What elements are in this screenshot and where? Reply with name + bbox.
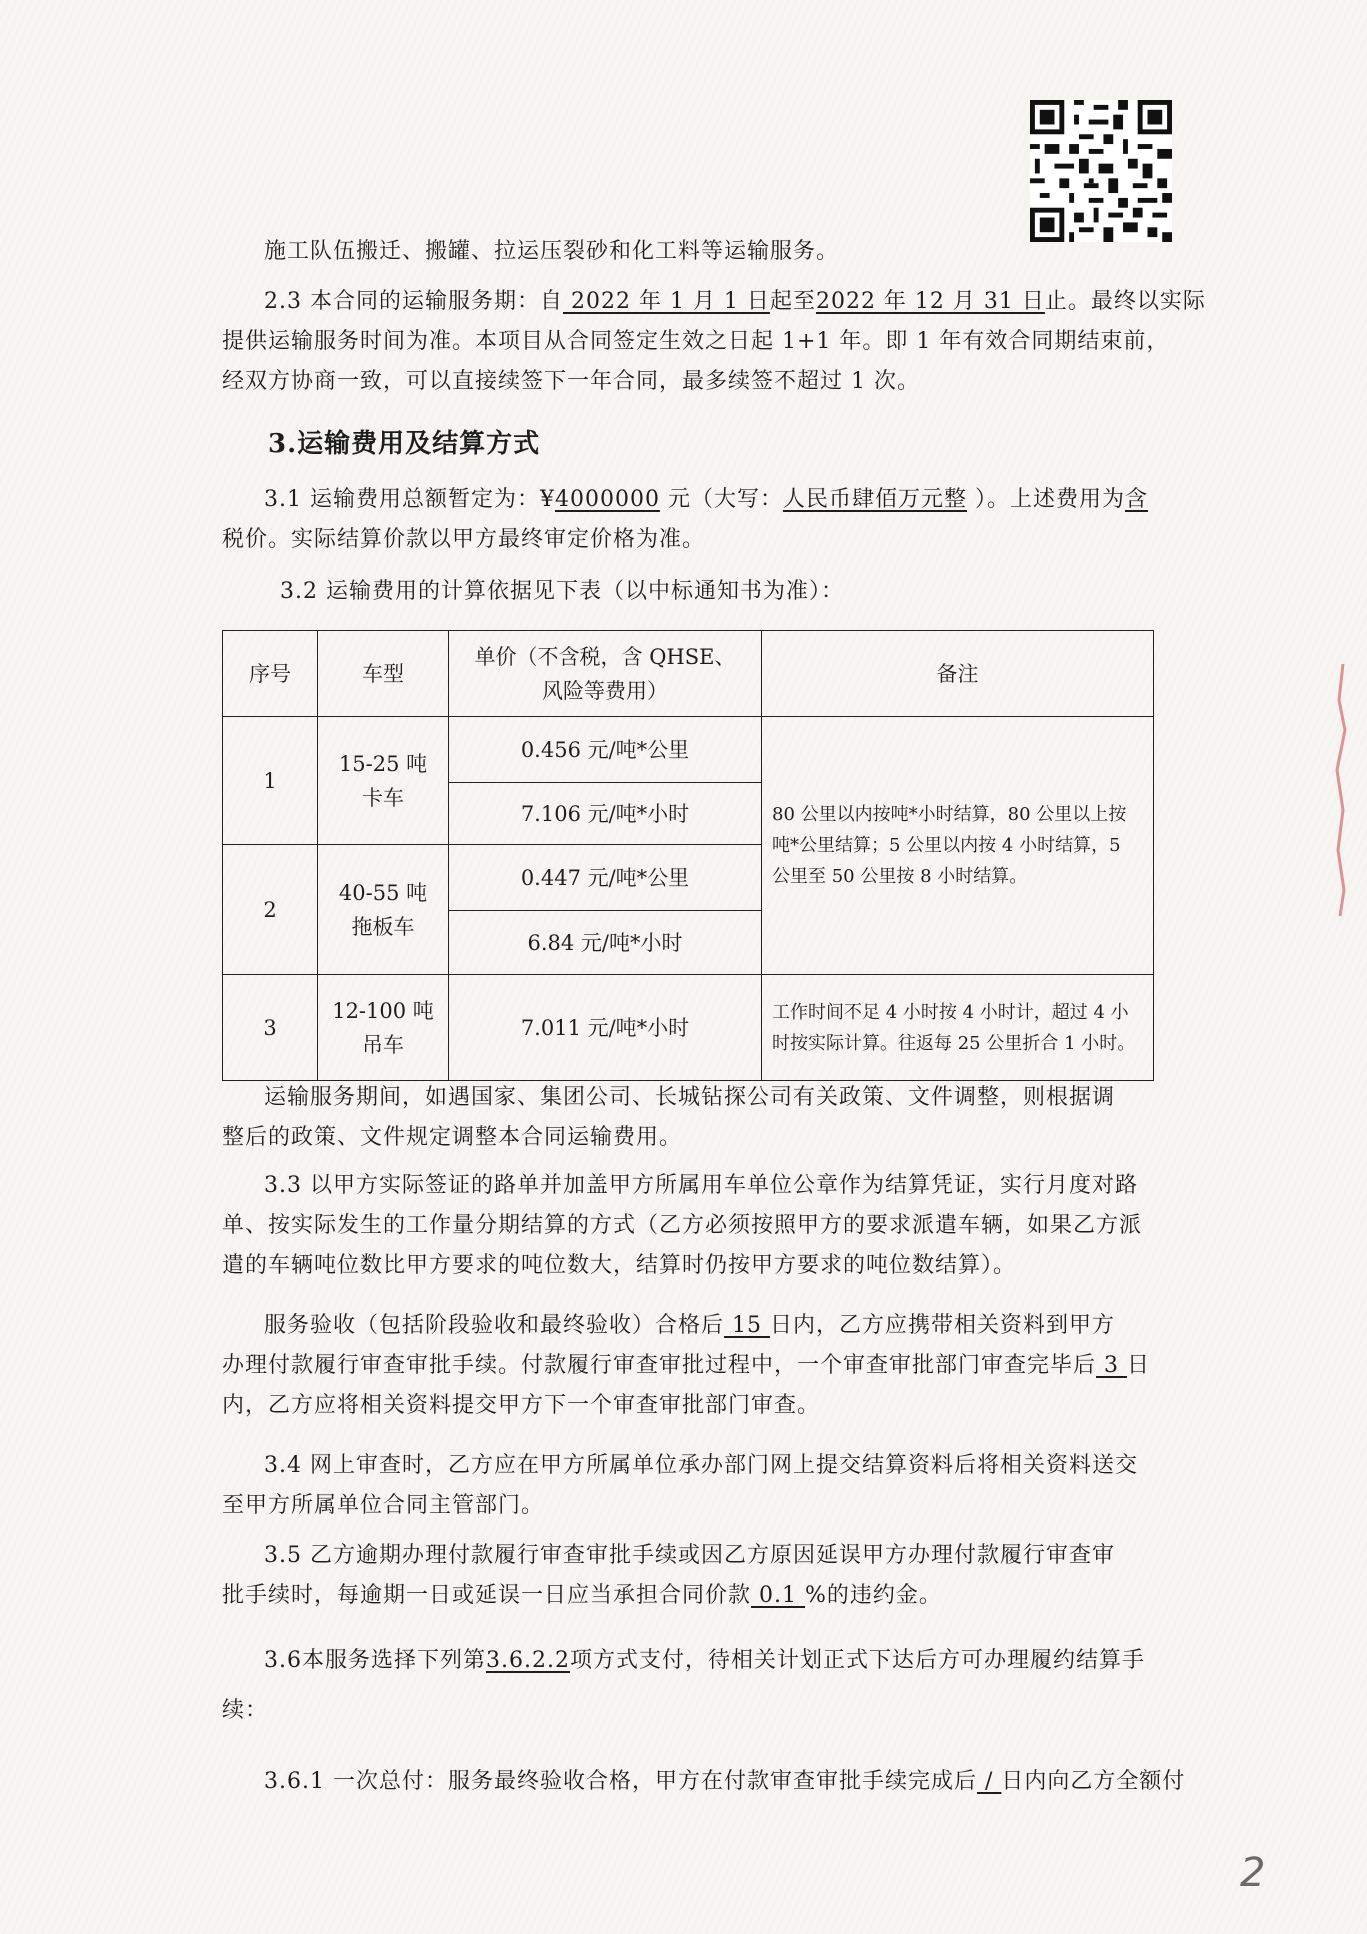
total-amount: 4000000 bbox=[554, 487, 660, 512]
cell-remark: 工作时间不足 4 小时按 4 小时计，超过 4 小时按实际计算。往返每 25 公里折合 1 小时。 bbox=[762, 975, 1154, 1081]
paragraph-3-4 bbox=[222, 1446, 1166, 1526]
cell-vehicle-type bbox=[318, 717, 449, 845]
cell-no: 2 bbox=[223, 845, 318, 975]
text-line bbox=[222, 480, 1166, 520]
paragraph-3-5 bbox=[222, 1536, 1166, 1616]
service-end-date: 2022 年 12 月 31 日 bbox=[815, 289, 1045, 314]
header-vehicle-type: 车型 bbox=[318, 631, 449, 717]
text-line: 3.5 乙方逾期办理付款履行审查审批手续或因乙方原因延误甲方办理付款履行审查审 bbox=[264, 1543, 1115, 1568]
text-line: 提供运输服务时间为准。本项目从合同签定生效之日起 1+1 年。即 1 年有效合同期结束前， bbox=[222, 329, 1170, 354]
text-span: 起至 bbox=[769, 289, 816, 314]
paragraph-policy bbox=[222, 1078, 1166, 1158]
paragraph-3-1 bbox=[222, 480, 1166, 560]
text-line: 3.3 以甲方实际签证的路单并加盖甲方所属用车单位公章作为结算凭证，实行月度对路 bbox=[264, 1173, 1138, 1198]
text-span: 止。最终以实际 bbox=[1044, 289, 1206, 314]
paragraph-acceptance bbox=[222, 1306, 1166, 1426]
cell-line: 吊车 bbox=[362, 1032, 404, 1057]
paragraph-3-6 bbox=[222, 1636, 1166, 1736]
table-row bbox=[223, 975, 1154, 1081]
paragraph-2-3 bbox=[222, 282, 1206, 402]
text-line: 3.2 运输费用的计算依据见下表（以中标通知书为准）： bbox=[280, 579, 844, 604]
days-per-review: 3 bbox=[1096, 1353, 1127, 1378]
paragraph-service-scope bbox=[222, 232, 1166, 272]
text-line bbox=[222, 1576, 1166, 1616]
text-span: 批手续时，每逾期一日或延误一日应当承担合同价款 bbox=[222, 1583, 752, 1608]
text-span: 办理付款履行审查审批手续。付款履行审查审批过程中，一个审查审批部门审查完毕后 bbox=[222, 1353, 1097, 1378]
text-span: 日内向乙方全额付 bbox=[1001, 1769, 1186, 1794]
text-line bbox=[222, 1636, 1166, 1686]
cell-vehicle-type bbox=[318, 975, 449, 1081]
text-line: 整后的政策、文件规定调整本合同运输费用。 bbox=[222, 1125, 683, 1150]
cell-line: 40-55 吨 bbox=[338, 880, 428, 905]
text-span: 3.6.1 一次总付：服务最终验收合格，甲方在付款审查审批手续完成后 bbox=[264, 1769, 977, 1794]
cell-no: 1 bbox=[223, 717, 318, 845]
text-line: 内，乙方应将相关资料提交甲方下一个审查审批部门审查。 bbox=[222, 1393, 821, 1418]
cell-no: 3 bbox=[223, 975, 318, 1081]
header-price-line: 单价（不含税，含 QHSE、 bbox=[474, 644, 736, 669]
fee-table bbox=[222, 630, 1154, 1081]
qr-code-icon bbox=[1030, 100, 1172, 242]
text-span: %的违约金。 bbox=[805, 1583, 942, 1608]
text-span: 2.3 本合同的运输服务期：自 bbox=[264, 289, 563, 314]
section-heading: 3.运输费用及结算方式 bbox=[268, 429, 541, 459]
text-line: 税价。实际结算价款以甲方最终审定价格为准。 bbox=[222, 527, 706, 552]
penalty-rate: 0.1 bbox=[751, 1583, 805, 1608]
text-line: 单、按实际发生的工作量分期结算的方式（乙方必须按照甲方的要求派遣车辆，如果乙方派 bbox=[222, 1213, 1143, 1238]
red-seal-mark-icon bbox=[1325, 660, 1355, 920]
table-header-row bbox=[223, 631, 1154, 717]
days-after-acceptance: 15 bbox=[724, 1313, 770, 1338]
text-span: 3.6本服务选择下列第 bbox=[264, 1648, 486, 1673]
table-row bbox=[223, 717, 1154, 783]
days-full-payment: / bbox=[976, 1769, 1002, 1794]
text-span: 日 bbox=[1127, 1353, 1151, 1378]
cell-line: 卡车 bbox=[362, 785, 404, 810]
text-span: 服务验收（包括阶段验收和最终验收）合格后 bbox=[264, 1313, 725, 1338]
cell-price: 0.447 元/吨*公里 bbox=[449, 845, 762, 911]
cell-price: 6.84 元/吨*小时 bbox=[449, 911, 762, 975]
paragraph-3-2 bbox=[280, 572, 1224, 612]
text-line bbox=[222, 1762, 1186, 1802]
payment-option: 3.6.2.2 bbox=[486, 1648, 570, 1673]
paragraph-3-3 bbox=[222, 1166, 1166, 1286]
amount-in-words: 人民币肆佰万元整 bbox=[782, 487, 967, 512]
text-span: 3.1 运输费用总额暂定为：¥ bbox=[264, 487, 555, 512]
text-line bbox=[222, 1306, 1166, 1346]
page-number: 2 bbox=[1240, 1850, 1266, 1896]
header-remark: 备注 bbox=[762, 631, 1154, 717]
header-unit-price bbox=[449, 631, 762, 717]
header-price-line: 风险等费用） bbox=[542, 678, 668, 703]
cell-line: 12-100 吨 bbox=[332, 998, 434, 1023]
text-line: 3.4 网上审查时，乙方应在甲方所属单位承办部门网上提交结算资料后将相关资料送交 bbox=[264, 1453, 1138, 1478]
cell-line: 拖板车 bbox=[351, 914, 415, 939]
text-span: 含 bbox=[1124, 487, 1148, 512]
text-line: 经双方协商一致，可以直接续签下一年合同，最多续签不超过 1 次。 bbox=[222, 369, 920, 394]
cell-vehicle-type bbox=[318, 845, 449, 975]
text-line bbox=[222, 1346, 1166, 1386]
service-start-date: 2022 年 1 月 1 日 bbox=[562, 289, 770, 314]
qr-code bbox=[1030, 100, 1172, 242]
cell-remark: 80 公里以内按吨*小时结算，80 公里以上按吨*公里结算；5 公里以内按 4 小时结算，5 公里至 50 公里按 8 小时结算。 bbox=[762, 717, 1154, 975]
text-line: 遣的车辆吨位数比甲方要求的吨位数大，结算时仍按甲方要求的吨位数结算）。 bbox=[222, 1253, 1017, 1278]
header-no: 序号 bbox=[223, 631, 318, 717]
paragraph-3-6-1 bbox=[222, 1762, 1186, 1802]
text-line bbox=[222, 282, 1206, 322]
text-span: ）。上述费用为 bbox=[966, 487, 1125, 512]
cell-line: 15-25 吨 bbox=[338, 751, 428, 776]
text-line: 施工队伍搬迁、搬罐、拉运压裂砂和化工料等运输服务。 bbox=[264, 239, 840, 264]
text-span: 项方式支付，待相关计划正式下达后方可办理履约结算手 bbox=[569, 1648, 1145, 1673]
cell-price: 7.011 元/吨*小时 bbox=[449, 975, 762, 1081]
cell-price: 0.456 元/吨*公里 bbox=[449, 717, 762, 783]
text-span: 元（大写： bbox=[659, 487, 783, 512]
text-line: 运输服务期间，如遇国家、集团公司、长城钻探公司有关政策、文件调整，则根据调 bbox=[264, 1085, 1116, 1110]
text-span: 日内，乙方应携带相关资料到甲方 bbox=[770, 1313, 1116, 1338]
text-line: 续： bbox=[222, 1698, 269, 1723]
cell-price: 7.106 元/吨*小时 bbox=[449, 783, 762, 845]
text-line: 至甲方所属单位合同主管部门。 bbox=[222, 1493, 545, 1518]
